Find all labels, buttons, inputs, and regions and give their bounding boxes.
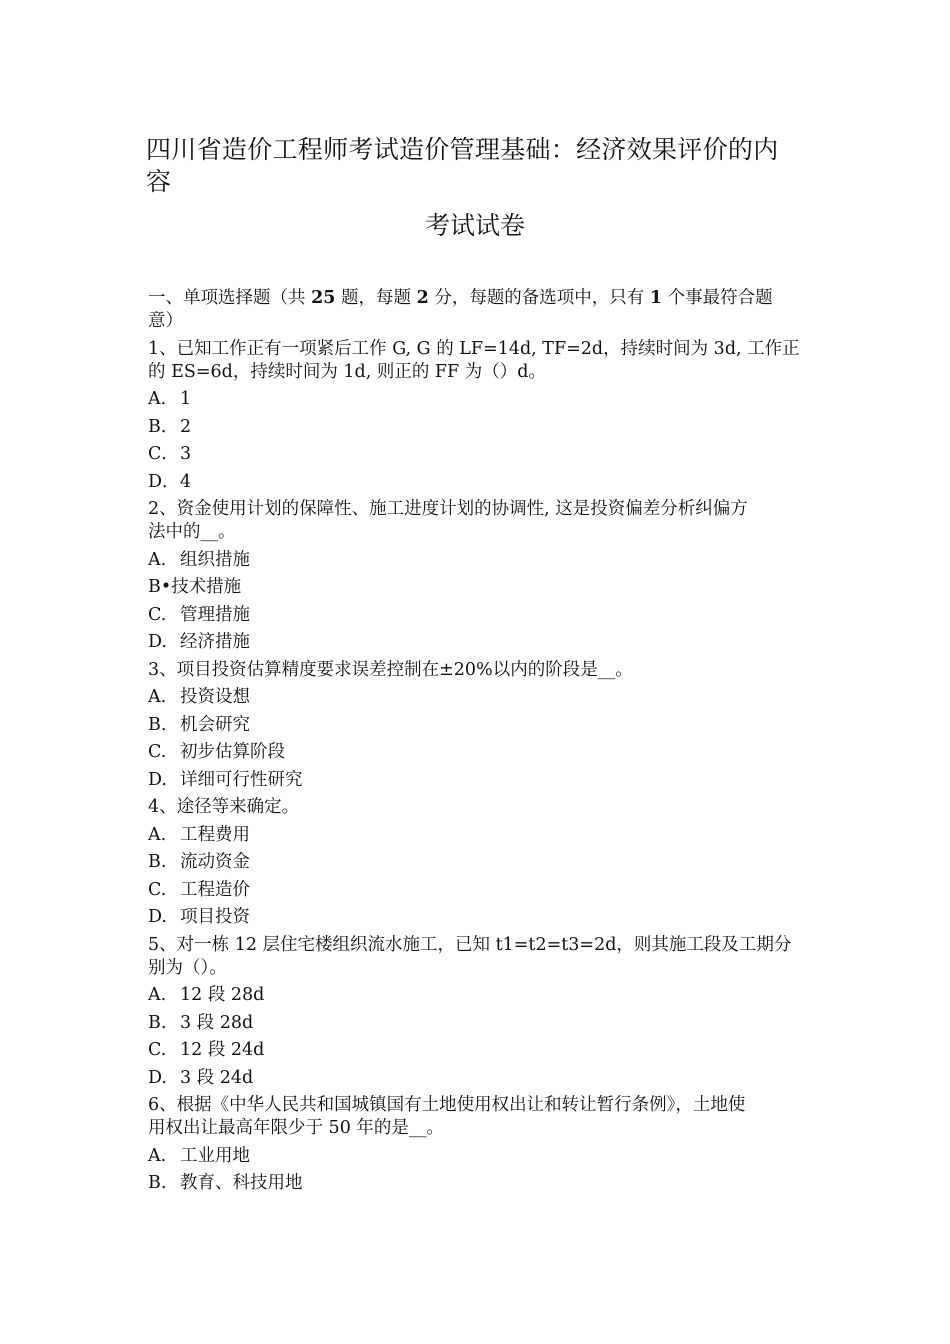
option-letter: C. [148,742,167,762]
answer-option [148,631,814,654]
question-line: 别为（）。 [148,957,227,978]
option-letter: D． [148,471,180,492]
answer-option [148,906,814,929]
option-text: 教育、科技用地 [180,1173,303,1193]
answer-option [148,1067,814,1090]
section-text: 分，每题的备选项中，只有 [428,288,650,308]
question-stem [148,659,814,682]
question-stem [148,1094,814,1140]
option-text: 12 段 24d [180,1040,265,1060]
option-letter: B. [148,1012,167,1033]
option-letter: B• [148,577,172,597]
answer-option [148,416,814,439]
answer-option [148,851,814,874]
answer-option [148,741,814,764]
question-stem [148,796,814,819]
answer-option [148,1012,814,1035]
section-heading [148,287,814,333]
option-text: 管理措施 [180,604,250,625]
question-line: 用权出让最高年限少于 50 年的是__。 [148,1118,444,1138]
answer-option [148,714,814,737]
option-text: 1 [180,389,192,409]
question-line: 5、对一栋 12 层住宅楼组织流水施工，已知 t1=t2=t3=2d，则其施工段及工期分 [148,934,792,955]
option-text: 3 段 24d [180,1067,254,1088]
answer-option [148,604,814,627]
answer-option [148,824,814,847]
option-letter: D. [148,1067,167,1088]
answer-option [148,879,814,902]
option-letter: C. [148,604,167,625]
answer-option [148,549,814,572]
option-text: 4 [180,471,192,492]
question-stem [148,498,814,544]
option-text: 机会研究 [180,714,250,735]
exam-content [148,287,814,1195]
option-text: 经济措施 [180,632,250,652]
option-letter: A. [148,824,167,845]
question-line: 2、资金使用计划的保障性、施工进度计划的协调性, 这是投资偏差分析纠偏方 [148,499,748,519]
option-text: 工程造价 [180,879,250,900]
option-letter: D. [148,769,167,790]
question-line: 1、已知工作正有一项紧后工作 G, G 的 LF=14d, TF=2d，持续时间为 3d, 工作正 [148,338,800,359]
option-letter: B. [148,1173,167,1193]
answer-option [148,1145,814,1168]
answer-option [148,388,814,411]
answer-option [148,686,814,709]
option-letter: A. [148,985,167,1005]
answer-option [148,769,814,792]
option-letter: B. [148,714,167,735]
option-letter: A． [148,389,179,409]
option-letter: C. [148,1040,167,1060]
option-letter: B. [148,852,167,872]
answer-option [148,443,814,466]
option-letter: C. [148,879,167,900]
question-count: 25 [311,288,336,308]
option-text: 工程费用 [180,824,250,845]
option-text: 3 [180,444,192,464]
title-line-2: 容 [146,167,172,196]
option-text: 3 段 28d [180,1012,254,1033]
option-text: 初步估算阶段 [180,742,285,762]
option-letter: A. [148,549,167,570]
question-stem [148,934,814,980]
question-line: 3、项目投资估算精度要求误差控制在±20%以内的阶段是__。 [148,659,633,680]
section-text: 题，每题 [335,288,417,308]
section-heading-line-1 [148,287,814,310]
option-text: 工业用地 [180,1145,250,1166]
section-text: 个事最符合题 [662,288,773,308]
option-text: 12 段 28d [180,985,265,1005]
option-letter: A. [148,687,167,707]
option-text: 技术措施 [171,577,242,597]
option-text: 流动资金 [180,852,250,872]
option-letter: D. [148,632,167,652]
question-line: 法中的__。 [148,522,236,542]
answer-option [148,1172,814,1195]
answer-count: 1 [649,288,663,308]
document-subtitle: 考试试卷 [424,211,525,240]
option-letter: C． [148,444,179,464]
points-per-question: 2 [416,288,429,308]
answer-option [148,1039,814,1062]
option-text: 详细可行性研究 [180,769,303,790]
answer-option [148,471,814,494]
section-heading-line-2: 意） [148,311,183,331]
option-text: 2 [180,416,192,437]
document-title [146,134,806,198]
question-line: 的 ES=6d，持续时间为 1d, 则正的 FF 为（）d。 [148,361,546,382]
section-text: 一、单项选择题（共 [148,288,312,308]
option-letter: B． [148,416,179,437]
option-text: 组织措施 [180,549,250,570]
option-text: 项目投资 [180,907,250,927]
option-text: 投资设想 [180,687,250,707]
title-line-1: 四川省造价工程师考试造价管理基础：经济效果评价的内 [146,135,779,164]
question-stem [148,338,814,384]
answer-option [148,984,814,1007]
answer-option [148,576,814,599]
question-line: 4、途径等来确定。 [148,797,300,817]
option-letter: D. [148,907,167,927]
option-letter: A. [148,1145,167,1166]
question-line: 6、根据《中华人民共和国城镇国有土地使用权出让和转让暂行条例》，土地使 [148,1095,746,1115]
